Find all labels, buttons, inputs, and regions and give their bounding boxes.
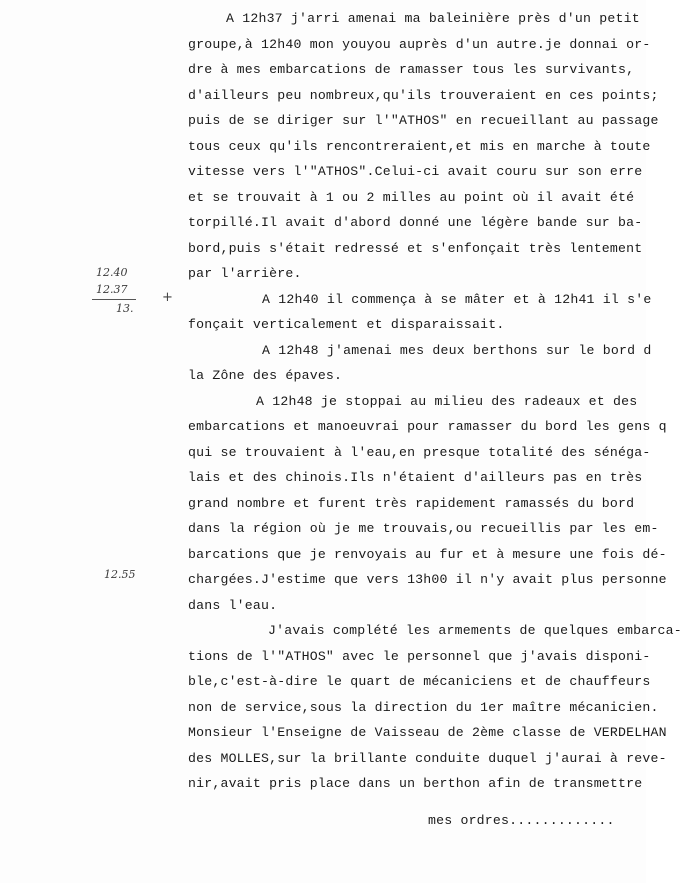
text-line: dans la région où je me trouvais,ou recueillis par les em-: [188, 521, 659, 536]
text-line: non de service,sous la direction du 1er maître mécanicien.: [188, 700, 659, 715]
text-line: groupe,à 12h40 mon youyou auprès d'un autre.je donnai or-: [188, 37, 651, 52]
text-line: A 12h37 j'arri amenai ma baleinière près d'un petit: [226, 11, 640, 26]
text-line: dre à mes embarcations de ramasser tous les survivants,: [188, 62, 635, 77]
text-line: ble,c'est-à-dire le quart de mécaniciens et de chauffeurs: [188, 674, 651, 689]
text-line: torpillé.Il avait d'abord donné une légère bande sur ba-: [188, 215, 643, 230]
margin-note-time-1: 12.40: [96, 266, 128, 279]
text-line: d'ailleurs peu nombreux,qu'ils trouveraient en ces points;: [188, 88, 659, 103]
text-line: grand nombre et furent très rapidement ramassés du bord: [188, 496, 635, 511]
margin-note-time-3: 13.: [116, 302, 134, 315]
text-line: des MOLLES,sur la brillante conduite duquel j'aurai à reve-: [188, 751, 667, 766]
margin-note-time-2: 12.37: [96, 283, 128, 296]
text-line: A 12h40 il commença à se mâter et à 12h41 il s'e: [262, 292, 652, 307]
text-line: embarcations et manoeuvrai pour ramasser du bord les gens q: [188, 419, 667, 434]
margin-note-rule: [92, 299, 136, 300]
text-line: Monsieur l'Enseigne de Vaisseau de 2ème classe de VERDELHAN: [188, 725, 667, 740]
margin-note-time-4: 12.55: [104, 568, 136, 581]
text-line: nir,avait pris place dans un berthon afin de transmettre: [188, 776, 643, 791]
text-line: fonçait verticalement et disparaissait.: [188, 317, 505, 332]
text-line: chargées.J'estime que vers 13h00 il n'y avait plus personne: [188, 572, 667, 587]
text-line: barcations que je renvoyais au fur et à mesure une fois dé-: [188, 547, 667, 562]
text-line: A 12h48 je stoppai au milieu des radeaux et des: [256, 394, 638, 409]
text-line: tous ceux qu'ils rencontreraient,et mis en marche à toute: [188, 139, 651, 154]
text-line: qui se trouvaient à l'eau,en presque totalité des sénéga-: [188, 445, 651, 460]
text-line: lais et des chinois.Ils n'étaient d'ailleurs pas en très: [188, 470, 643, 485]
text-line: dans l'eau.: [188, 598, 278, 613]
text-line: puis de se diriger sur l'"ATHOS" en recueillant au passage: [188, 113, 659, 128]
margin-cross-mark: +: [162, 290, 173, 305]
text-line: vitesse vers l'"ATHOS".Celui-ci avait couru sur son erre: [188, 164, 643, 179]
text-line: par l'arrière.: [188, 266, 302, 281]
text-line: la Zône des épaves.: [188, 368, 343, 383]
text-line: bord,puis s'était redressé et s'enfonçait très lentement: [188, 241, 643, 256]
text-line: A 12h48 j'amenai mes deux berthons sur le bord d: [262, 343, 652, 358]
text-line: J'avais complété les armements de quelques embarca-: [268, 623, 682, 638]
page-footer-continuation: mes ordres.............: [428, 813, 615, 828]
text-line: tions de l'"ATHOS" avec le personnel que j'avais disponi-: [188, 649, 651, 664]
text-line: et se trouvait à 1 ou 2 milles au point où il avait été: [188, 190, 635, 205]
